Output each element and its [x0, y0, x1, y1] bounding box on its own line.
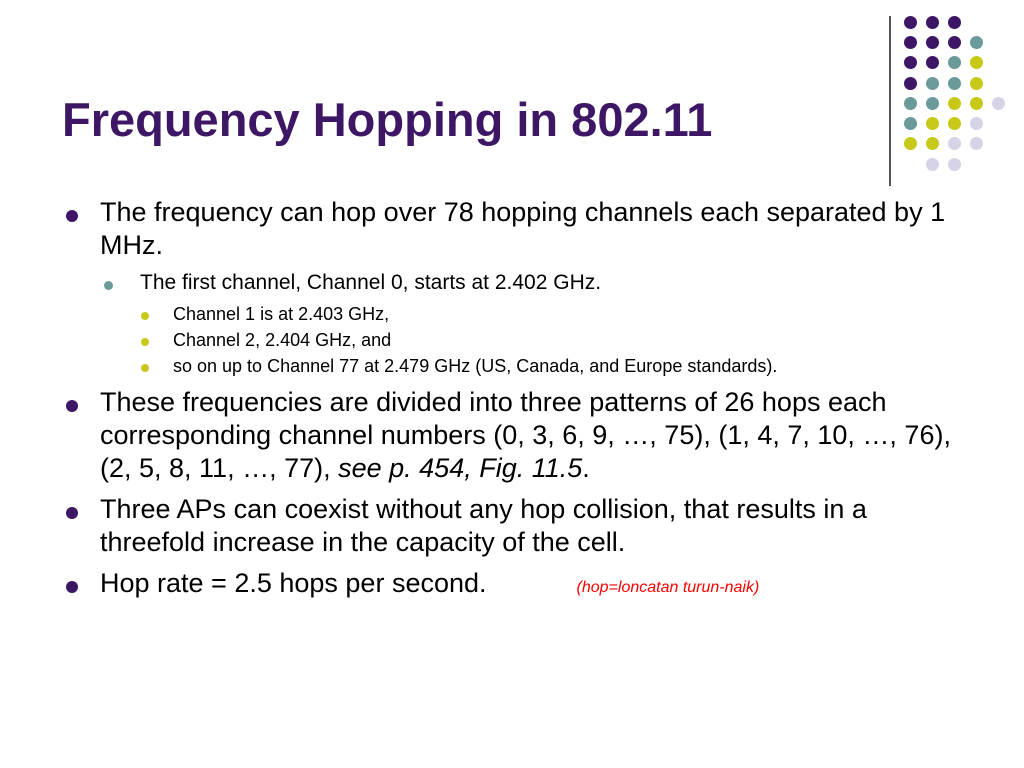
sub-sub-bullet-text: Channel 2, 2.404 GHz, and	[173, 330, 392, 350]
decoration-dot	[948, 36, 961, 49]
decoration-dot	[926, 158, 939, 171]
bullet-item-hop-rate	[62, 567, 962, 604]
decoration-dot	[904, 36, 917, 49]
sub-sub-bullet-channel-2	[62, 328, 962, 352]
decoration-dot	[904, 56, 917, 69]
bullet-marker	[104, 281, 113, 290]
decoration-dot	[948, 56, 961, 69]
decoration-dot	[948, 117, 961, 130]
bullet-text: These frequencies are divided into three patterns of 26 hops each corresponding channel numbers (0, 3, 6, 9, …, 75), (1, 4, 7, 10, …, 76), (2, 5, 8, 11, …, 77),	[100, 387, 951, 483]
decoration-dot	[970, 117, 983, 130]
decoration-dot	[948, 137, 961, 150]
bullet-text: The frequency can hop over 78 hopping channels each separated by 1 MHz.	[100, 197, 946, 260]
decoration-dot	[926, 117, 939, 130]
bullet-item-aps	[62, 493, 962, 559]
decoration-dot	[926, 16, 939, 29]
decoration-dot	[970, 77, 983, 90]
bullet-marker	[141, 312, 149, 320]
bullet-text-end: .	[582, 453, 590, 483]
bullet-marker	[66, 210, 78, 222]
decoration-dot	[992, 97, 1005, 110]
sub-sub-bullet-text: so on up to Channel 77 at 2.479 GHz (US, Canada, and Europe standards).	[173, 356, 778, 376]
decoration-dot	[970, 56, 983, 69]
bullet-item-patterns	[62, 386, 962, 485]
decoration-dot	[904, 117, 917, 130]
decoration-dot	[926, 56, 939, 69]
bullet-marker	[66, 507, 78, 519]
sub-bullet-first-channel	[62, 270, 962, 296]
hop-note: (hop=loncatan turun-naik)	[576, 579, 760, 596]
bullet-marker	[141, 364, 149, 372]
title-divider-line	[889, 16, 891, 186]
decoration-dot	[948, 97, 961, 110]
bullet-text: Three APs can coexist without any hop collision, that results in a threefold increase in the capacity of the cell.	[100, 494, 867, 557]
decoration-dot	[970, 97, 983, 110]
decoration-dot	[926, 97, 939, 110]
sub-sub-bullet-channel-1	[62, 302, 962, 326]
bullet-marker	[141, 338, 149, 346]
bullet-list	[62, 196, 962, 612]
sub-sub-bullet-text: Channel 1 is at 2.403 GHz,	[173, 304, 390, 324]
decoration-dot	[970, 137, 983, 150]
figure-reference: see p. 454, Fig. 11.5	[338, 453, 583, 483]
decoration-dot	[926, 137, 939, 150]
dot-grid-decoration	[900, 10, 1020, 170]
sub-bullet-text: The first channel, Channel 0, starts at 2.402 GHz.	[140, 271, 602, 294]
slide-title: Frequency Hopping in 802.11	[62, 93, 713, 146]
bullet-item-channels	[62, 196, 962, 262]
bullet-marker	[66, 581, 78, 593]
decoration-dot	[948, 16, 961, 29]
decoration-dot	[926, 77, 939, 90]
decoration-dot	[948, 77, 961, 90]
decoration-dot	[904, 16, 917, 29]
decoration-dot	[948, 158, 961, 171]
decoration-dot	[904, 97, 917, 110]
bullet-text: Hop rate = 2.5 hops per second.	[100, 568, 487, 598]
decoration-dot	[904, 137, 917, 150]
decoration-dot	[926, 36, 939, 49]
sub-sub-bullet-channel-77	[62, 354, 962, 378]
bullet-marker	[66, 400, 78, 412]
decoration-dot	[904, 77, 917, 90]
decoration-dot	[970, 36, 983, 49]
